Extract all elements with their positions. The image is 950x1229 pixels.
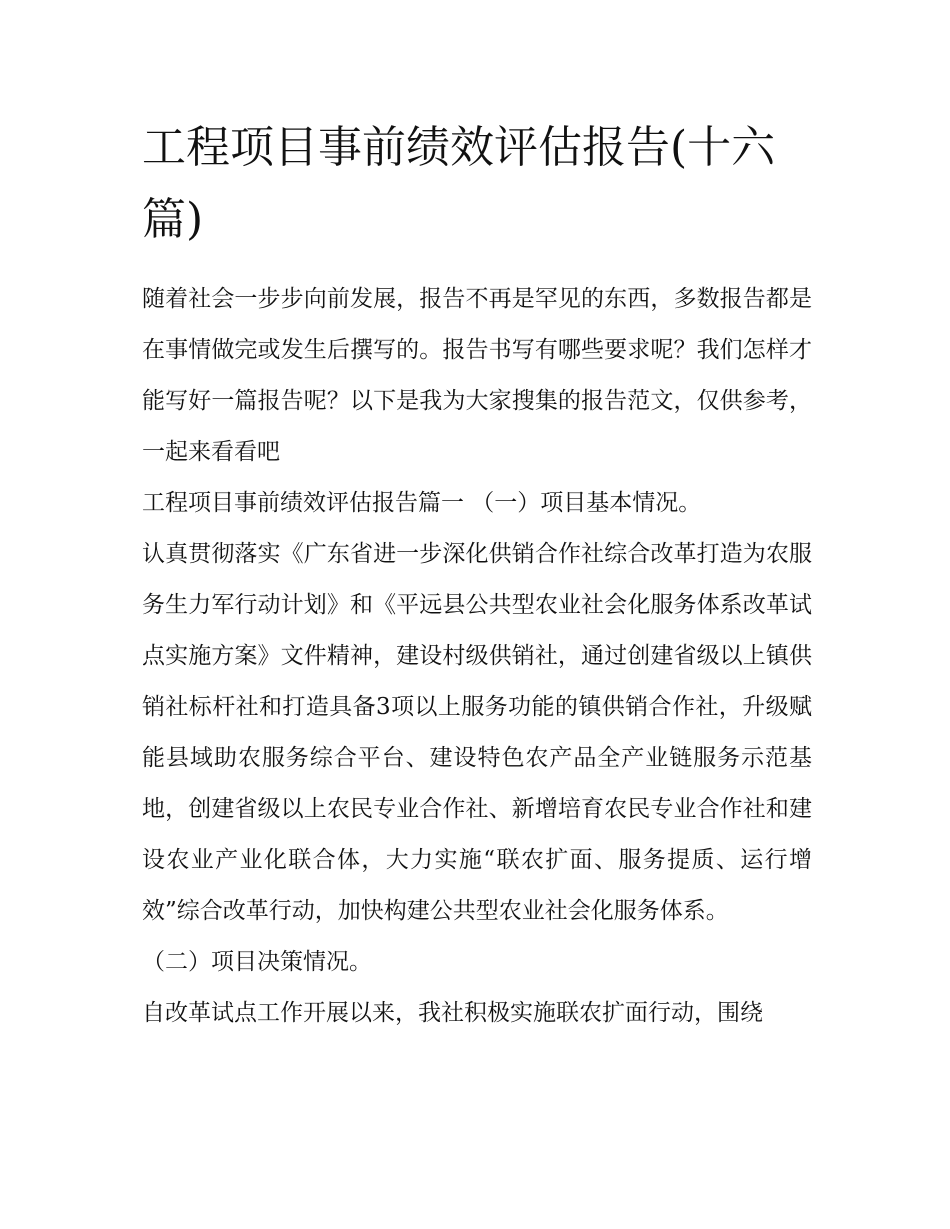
- section-heading-chapter-one: 工程项目事前绩效评估报告篇一 （一）项目基本情况。: [142, 490, 702, 516]
- section-heading-decision: （二）项目决策情况。: [142, 949, 372, 975]
- intro-paragraph: 随着社会一步步向前发展，报告不再是罕见的东西，多数报告都是在事情做完或发生后撰写的。报告书写有哪些要求呢？我们怎样才能写好一篇报告呢？以下是我为大家搜集的报告范文，仅供参考，一起来看看吧: [142, 286, 812, 465]
- body-paragraph-basic-info: 认真贯彻落实《广东省进一步深化供销合作社综合改革打造为农服务生力军行动计划》和《平远县公共型农业社会化服务体系改革试点实施方案》文件精神，建设村级供销社，通过创建省级以上镇供销社标杆社和打造具备3项以上服务功能的镇供销合作社，升级赋能县域助农服务综合平台、建设特色农产品全产业链服务示范基地，创建省级以上农民专业合作社、新增培育农民专业合作社和建设农业产业化联合体，大力实施“联农扩面、服务提质、运行增效”综合改革行动，加快构建公共型农业社会化服务体系。: [142, 541, 812, 924]
- document-title: 工程项目事前绩效评估报告(十六篇): [142, 122, 776, 245]
- body-paragraph-reform: 自改革试点工作开展以来，我社积极实施联农扩面行动，围绕: [142, 1000, 763, 1026]
- document-body: [142, 112, 812, 1039]
